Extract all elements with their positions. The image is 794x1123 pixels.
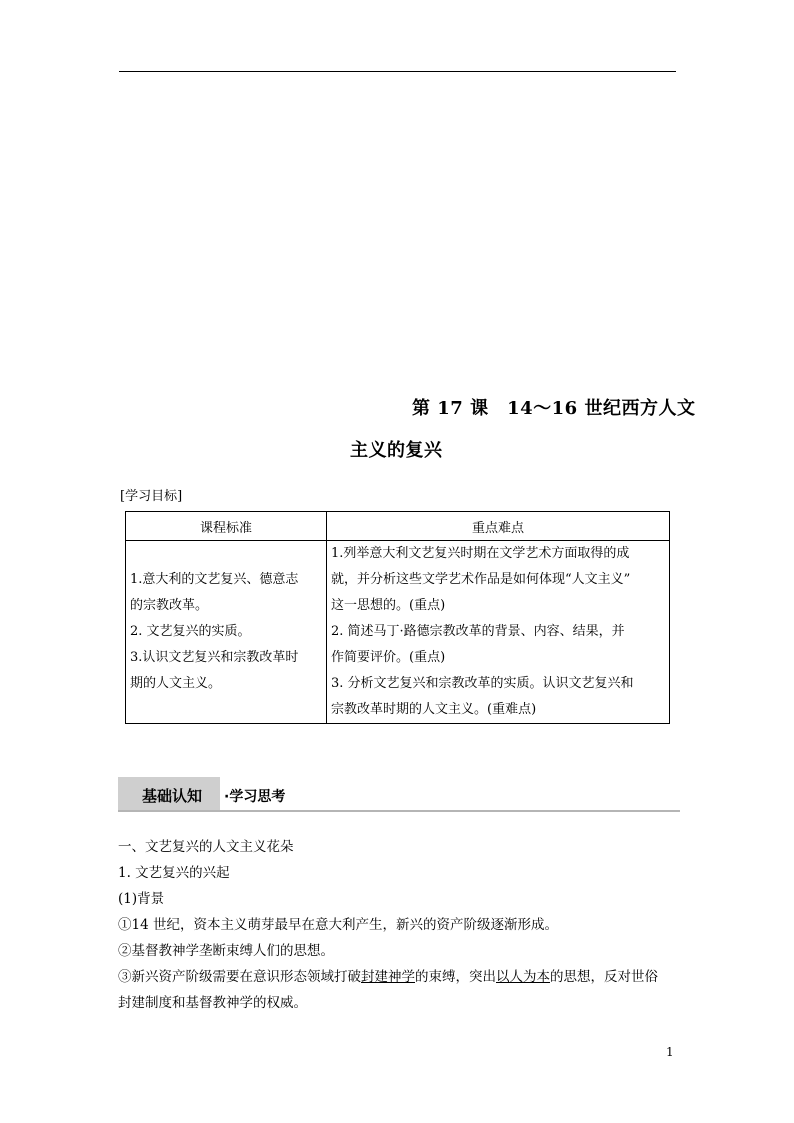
banner-rule: [118, 810, 680, 812]
standard-line: 期的人文主义。: [130, 676, 222, 691]
keypoint-line: 作简要评价。(重点): [331, 650, 446, 665]
lesson-title-line1: 第 17 课 14～16 世纪西方人文: [412, 398, 696, 419]
body-content: [118, 834, 680, 1016]
text-span: ③新兴资产阶级需要在意识形态领域打破: [118, 969, 361, 985]
standard-line: 2. 文艺复兴的实质。: [130, 624, 251, 639]
keypoint-line: 宗教改革时期的人文主义。(重难点): [331, 702, 537, 717]
paragraph: ①14 世纪，资本主义萌芽最早在意大利产生，新兴的资产阶级逐渐形成。: [118, 917, 558, 933]
banner-title: 基础认知: [142, 787, 203, 805]
paragraph: [118, 964, 680, 990]
underlined-term: 以人为本: [496, 969, 550, 985]
header-rule: [119, 71, 676, 72]
lesson-title-line2: 主义的复兴: [350, 440, 443, 461]
learning-goals-table: [125, 511, 670, 724]
keypoint-line: 1.列举意大利文艺复兴时期在文学艺术方面取得的成: [331, 546, 630, 561]
standard-line: 1.意大利的文艺复兴、德意志: [130, 572, 299, 587]
banner-subtitle: ·学习思考: [224, 789, 286, 805]
page-number: 1: [666, 1045, 674, 1059]
table-cell-keypoints: [327, 541, 670, 724]
table-header-keypoints: 重点难点: [327, 512, 670, 541]
text-span: 的思想，反对世俗: [550, 969, 658, 985]
keypoint-line: 就，并分析这些文学艺术作品是如何体现“人文主义”: [331, 572, 631, 587]
text-span: 的束缚，突出: [415, 969, 496, 985]
paragraph: ②基督教神学垄断束缚人们的思想。: [118, 943, 334, 959]
paragraph: 封建制度和基督教神学的权威。: [118, 995, 307, 1011]
standard-line: 的宗教改革。: [130, 598, 209, 613]
table-header-standard: 课程标准: [126, 512, 327, 541]
section-banner: [118, 777, 680, 813]
keypoint-line: 3. 分析文艺复兴和宗教改革的实质。认识文艺复兴和: [331, 676, 634, 691]
subsubsection-heading: (1)背景: [118, 891, 165, 907]
standard-line: 3.认识文艺复兴和宗教改革时: [130, 650, 299, 665]
underlined-term: 封建神学: [361, 969, 415, 985]
section-heading: 一、文艺复兴的人文主义花朵: [118, 839, 294, 855]
keypoint-line: 这一思想的。(重点): [331, 598, 446, 613]
learning-goals-label: [学习目标]: [120, 489, 183, 504]
table-cell-standards: [126, 541, 327, 724]
keypoint-line: 2. 简述马丁·路德宗教改革的背景、内容、结果，并: [331, 624, 625, 639]
subsection-heading: 1. 文艺复兴的兴起: [118, 865, 230, 881]
